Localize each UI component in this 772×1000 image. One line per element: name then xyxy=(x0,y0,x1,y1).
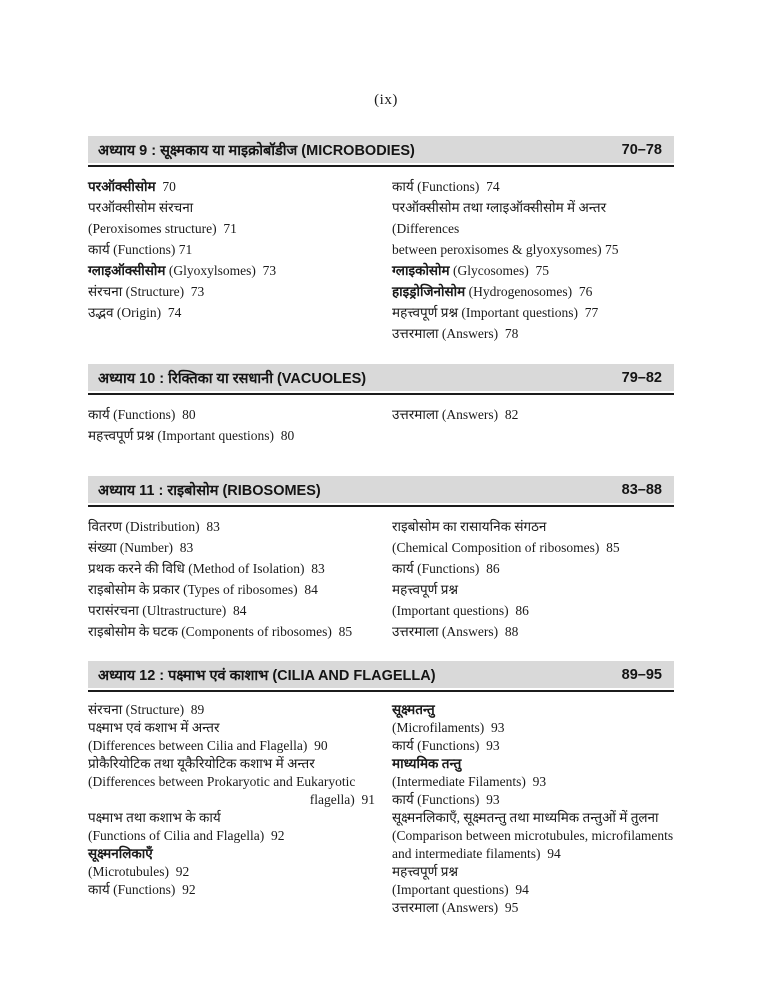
header-underline xyxy=(88,393,674,395)
toc-entry-line: राइबोसोम के प्रकार (Types of ribosomes) 84 xyxy=(88,582,318,597)
toc-entry-term: ग्लाइकोसोम xyxy=(392,263,450,278)
toc-entry-line: राइबोसोम के घटक (Components of ribosomes) 85 xyxy=(88,624,353,639)
toc-entry-term: ग्लाइऑक्सीसोम xyxy=(88,263,166,278)
entry-columns xyxy=(88,701,674,917)
toc-entry-line: ग्लाइऑक्सीसोम (Glyoxylsomes) 73 xyxy=(88,263,277,278)
toc-entry-term: हाइड्रोजिनोसोम xyxy=(392,284,466,299)
toc-entry-line xyxy=(392,701,674,719)
toc-entry-line: उत्तरमाला (Answers) 88 xyxy=(392,624,519,639)
toc-entry-line: महत्त्वपूर्ण प्रश्न xyxy=(392,582,458,597)
toc-entry-line: (Comparison between microtubules, microfilaments xyxy=(392,828,674,843)
page-folio: (ix) xyxy=(374,92,398,108)
toc-entry-line: उत्तरमाला (Answers) 82 xyxy=(392,407,519,422)
toc-entry-line: संरचना (Structure) 89 xyxy=(88,702,205,717)
chapter-page-range: 83–88 xyxy=(621,481,662,498)
toc-entry-line: प्रथक करने की विधि (Method of Isolation) 83 xyxy=(88,561,325,576)
chapter-header-bar xyxy=(88,136,674,163)
toc-entry-line xyxy=(88,845,375,863)
left-column xyxy=(88,701,375,917)
toc-entry-line: परऑक्सीसोम संरचना xyxy=(88,200,194,215)
toc-entry-line: कार्य (Functions) 74 xyxy=(392,179,500,194)
toc-entry-line: कार्य (Functions) 80 xyxy=(88,407,196,422)
toc-entry-line: and intermediate filaments) 94 xyxy=(392,846,561,861)
toc-entry-line: वितरण (Distribution) 83 xyxy=(88,519,220,534)
toc-entry-line: (Differences between Prokaryotic and Eukaryotic xyxy=(88,774,356,789)
toc-entry-line: राइबोसोम का रासायनिक संगठन xyxy=(392,519,547,534)
toc-entry-line: सूक्ष्मनलिकाएँ, सूक्ष्मतन्तु तथा माध्यमिक तन्तुओं में तुलना xyxy=(392,810,659,825)
toc-entry-line: महत्त्वपूर्ण प्रश्न (Important questions) 80 xyxy=(88,428,295,443)
toc-entry-term: सूक्ष्मतन्तु xyxy=(392,702,435,717)
toc-entry-line: पक्ष्माभ तथा कशाभ के कार्य xyxy=(88,810,221,825)
toc-entry-line: (Peroxisomes structure) 71 xyxy=(88,221,237,236)
chapter-section-11 xyxy=(88,476,674,642)
toc-entry-line: प्रोकैरियोटिक तथा यूकैरियोटिक कशाभ में अन्तर xyxy=(88,756,315,771)
toc-entry-line: संख्या (Number) 83 xyxy=(88,540,194,555)
chapter-title: अध्याय 10 : रिक्तिका या रसधानी (VACUOLES) xyxy=(98,370,367,387)
toc-entry-line: कार्य (Functions) 93 xyxy=(392,792,500,807)
toc-entry-line: हाइड्रोजिनोसोम (Hydrogenosomes) 76 xyxy=(392,284,593,299)
chapter-title: अध्याय 12 : पक्ष्माभ एवं काशाभ (CILIA AND FLAGELLA) xyxy=(98,667,436,684)
chapter-title: अध्याय 9 : सूक्ष्मकाय या माइक्रोबॉडीज (MICROBODIES) xyxy=(98,142,415,159)
right-column xyxy=(392,404,674,446)
toc-entry-line: (Functions of Cilia and Flagella) 92 xyxy=(88,828,285,843)
left-column xyxy=(88,404,375,446)
toc-entry-line: (Microfilaments) 93 xyxy=(392,720,505,735)
chapter-section-9 xyxy=(88,136,674,344)
toc-entry-line: महत्त्वपूर्ण प्रश्न xyxy=(392,864,458,879)
toc-entry-line: परऑक्सीसोम तथा ग्लाइऑक्सीसोम में अन्तर (Differences xyxy=(392,200,610,236)
toc-entry-line xyxy=(392,755,674,773)
toc-entry-line: (Intermediate Filaments) 93 xyxy=(392,774,547,789)
toc-entry-line: कार्य (Functions) 93 xyxy=(392,738,500,753)
right-column xyxy=(392,516,674,642)
toc-entry-line: flagella) 91 xyxy=(309,792,375,807)
toc-entry-line: कार्य (Functions) 92 xyxy=(88,882,196,897)
toc-entry-term: सूक्ष्मनलिकाएँ xyxy=(88,846,153,861)
toc-entry-line: (Chemical Composition of ribosomes) 85 xyxy=(392,540,620,555)
right-column xyxy=(392,176,674,344)
toc-entry-line: उत्तरमाला (Answers) 78 xyxy=(392,326,519,341)
toc-entry-line: महत्त्वपूर्ण प्रश्न (Important questions) 77 xyxy=(392,305,599,320)
toc-content xyxy=(88,136,674,917)
entry-columns xyxy=(88,176,674,344)
chapter-header-bar xyxy=(88,661,674,688)
toc-entry-line: (Important questions) 94 xyxy=(392,882,529,897)
toc-entry-term: परऑक्सीसोम xyxy=(88,179,156,194)
toc-entry-line: उद्भव (Origin) 74 xyxy=(88,305,182,320)
toc-entry-line: (Differences between Cilia and Flagella) 90 xyxy=(88,738,328,753)
left-column xyxy=(88,176,375,344)
toc-entry-line: (Important questions) 86 xyxy=(392,603,529,618)
toc-entry-line: ग्लाइकोसोम (Glycosomes) 75 xyxy=(392,263,549,278)
chapter-section-10 xyxy=(88,364,674,446)
toc-entry-term: माध्यमिक तन्तु xyxy=(392,756,462,771)
toc-entry-line: कार्य (Functions) 71 xyxy=(88,242,193,257)
toc-entry-line: (Microtubules) 92 xyxy=(88,864,190,879)
entry-columns xyxy=(88,404,674,446)
toc-entry-line: between peroxisomes & glyoxysomes) 75 xyxy=(392,242,619,257)
chapter-page-range: 79–82 xyxy=(621,369,662,386)
chapter-page-range: 70–78 xyxy=(621,141,662,158)
toc-entry-line: पक्ष्माभ एवं कशाभ में अन्तर xyxy=(88,720,220,735)
toc-entry-line: परासंरचना (Ultrastructure) 84 xyxy=(88,603,247,618)
toc-entry-line: संरचना (Structure) 73 xyxy=(88,284,205,299)
chapter-header-bar xyxy=(88,476,674,503)
toc-entry-line: कार्य (Functions) 86 xyxy=(392,561,500,576)
left-column xyxy=(88,516,375,642)
header-underline xyxy=(88,690,674,692)
right-column xyxy=(392,701,674,917)
chapter-page-range: 89–95 xyxy=(621,666,662,683)
chapter-header-bar xyxy=(88,364,674,391)
chapter-section-12 xyxy=(88,661,674,917)
toc-entry-line: परऑक्सीसोम 70 xyxy=(88,179,176,194)
entry-columns xyxy=(88,516,674,642)
header-underline xyxy=(88,165,674,167)
chapter-title: अध्याय 11 : राइबोसोम (RIBOSOMES) xyxy=(98,482,321,499)
header-underline xyxy=(88,505,674,507)
toc-entry-line: उत्तरमाला (Answers) 95 xyxy=(392,900,519,915)
